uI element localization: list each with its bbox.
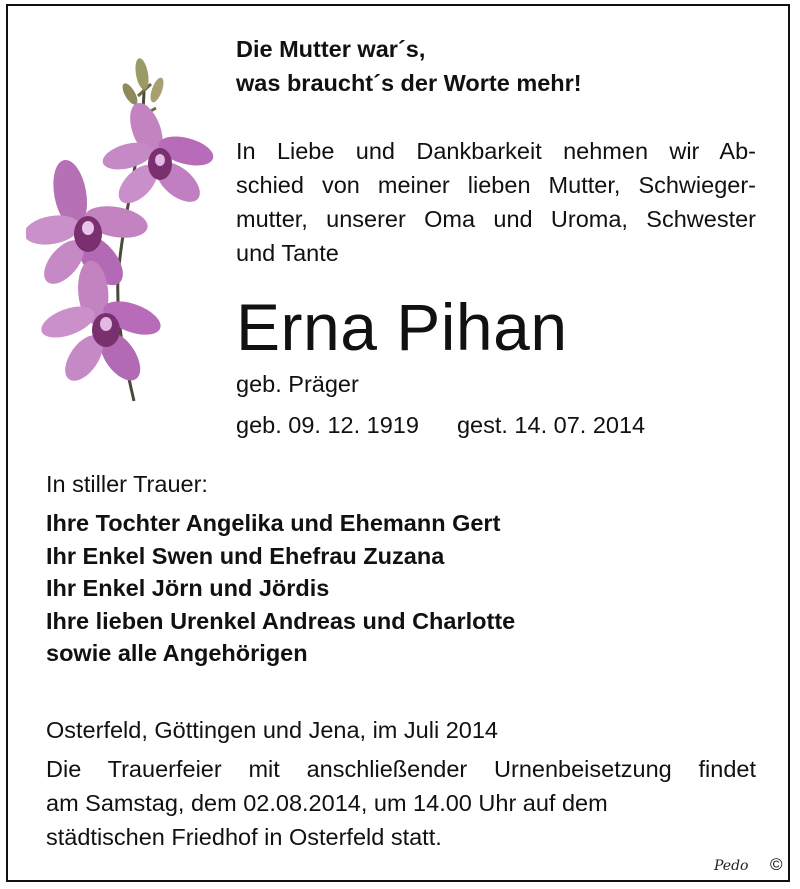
intro-line: schied von meiner lieben Mutter, Schwieger-: [236, 172, 756, 198]
maiden-name: geb. Präger: [236, 371, 359, 397]
intro-line: In Liebe und Dankbarkeit nehmen wir Ab-: [236, 138, 756, 164]
place-date: Osterfeld, Göttingen und Jena, im Juli 2014: [46, 717, 498, 743]
list-item: Ihre Tochter Angelika und Ehemann Gert: [46, 510, 501, 536]
funeral-line: Die Trauerfeier mit anschließender Urnenbeisetzung findet: [46, 756, 756, 782]
mourning-heading: In stiller Trauer:: [46, 471, 208, 497]
intro-text: [236, 134, 756, 270]
motto-heading: Die Mutter war´s, was braucht´s der Worte mehr!: [236, 36, 582, 96]
copyright-icon: ©: [770, 855, 783, 874]
deceased-name: Erna Pihan: [236, 290, 568, 364]
birth-date: geb. 09. 12. 1919: [236, 412, 419, 438]
mourners-list: [46, 507, 515, 670]
intro-line: und Tante: [236, 240, 339, 266]
funeral-line: am Samstag, dem 02.08.2014, um 14.00 Uhr auf dem: [46, 790, 608, 816]
list-item: sowie alle Angehörigen: [46, 640, 308, 666]
death-date: gest. 14. 07. 2014: [456, 412, 646, 438]
list-item: Ihr Enkel Jörn und Jördis: [46, 575, 330, 601]
list-item: Ihr Enkel Swen und Ehefrau Zuzana: [46, 542, 445, 569]
funeral-notice: [46, 752, 756, 854]
designer-signature: Pedo: [714, 858, 749, 874]
intro-line: mutter, unserer Oma und Uroma, Schwester: [236, 206, 756, 232]
orchid-icon: [26, 56, 226, 406]
life-dates: [236, 408, 645, 442]
list-item: Ihre lieben Urenkel Andreas und Charlotte: [46, 607, 516, 634]
funeral-line: städtischen Friedhof in Osterfeld statt.: [46, 824, 442, 850]
